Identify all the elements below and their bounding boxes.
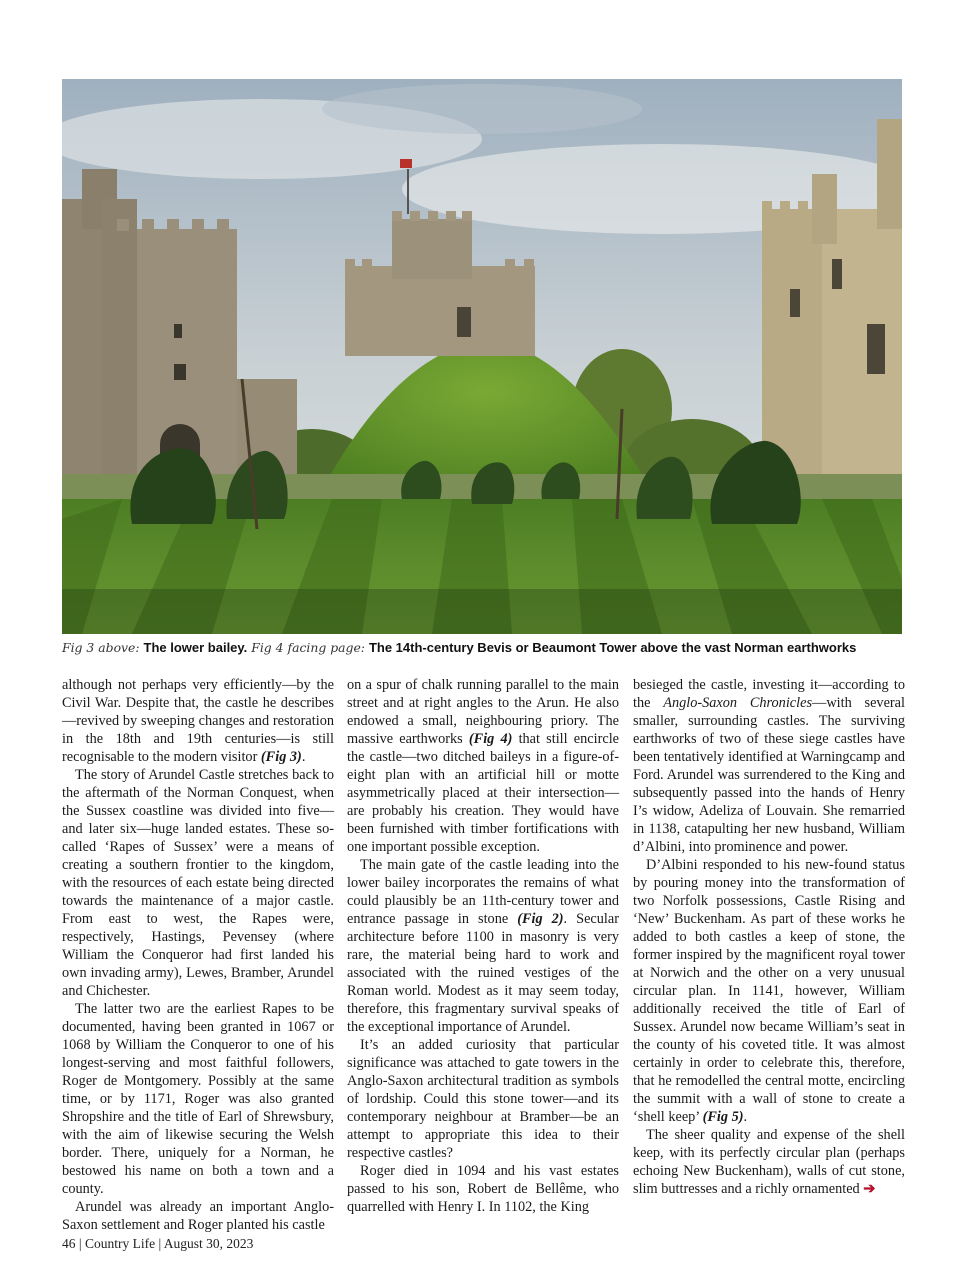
fig4-label: Fig 4 facing page: [251, 640, 365, 655]
text-run: that still encircle the castle—two ditched baileys in a figure-of-eight plan with an artificial hill or motte asymmetrically placed at their intersection—are probably his creation. They would have been furnished with timber fortifications with one important possible exception. [347, 731, 620, 855]
col2-paragraph-2 [347, 856, 619, 1036]
text-run: D’Albini responded to his new-found status by pouring money into the transformation of two Norfolk possessions, Castle Rising and ‘New’ Buckenham. As part of these works he added to both castles a keep of stone, the former inspired by the magnificent royal tower at Norwich and the other on a very unusual circular plan. In 1141, however, William additionally received the title of Earl of Sussex. Arundel now became William’s seat in the county of his coveted title. It was almost certainly in order to celebrate this, therefore, that he remodelled the central motte, encircling the summit with a wall of stone to create a ‘shell keep’ [633, 857, 905, 1125]
text-run: . Secular architecture before 1100 in masonry is very rare, the material being hard to work and associated with the ruined vestiges of the Roman world. Modest as it may seem today, therefore, this fragmentary survival speaks of the exceptional importance of Arundel. [347, 911, 619, 1035]
publication-name: Country Life [84, 1236, 156, 1251]
text-run: although not perhaps very efficiently—by the Civil War. Despite that, the castle he describes —revived by sweeping changes and restoration in the 18th and 19th centuries—is still recognisable to the modern visitor [62, 677, 334, 765]
column-2 [347, 676, 619, 1216]
chronicles-title: Anglo-Saxon Chronicles [663, 695, 813, 711]
footer-separator: | [155, 1236, 164, 1251]
figure-caption [62, 640, 922, 656]
lower-bailey-image [62, 79, 902, 634]
col2-paragraph-3: It’s an added curiosity that particular significance was attached to gate towers in the Anglo-Saxon architectural tradition as symbols of lordship. Could this stone tower—and its contemporary neighbour at Bramber—be an attempt to appropriate this idea to their respective castles? [347, 1037, 619, 1161]
col2-paragraph-4: Roger died in 1094 and his vast estates passed to his son, Robert de Bellême, who quarrelled with Henry I. In 1102, the King [347, 1163, 619, 1215]
continue-arrow-icon: ➔ [863, 1181, 876, 1197]
castle-photo [62, 79, 902, 634]
fig3-reference: (Fig 3) [260, 749, 302, 765]
text-run: on a spur of chalk running parallel to the main street and at right angles to the Arun. He also endowed a small, neighbouring priory. The massive earthworks [347, 677, 619, 747]
text-run: . [743, 1109, 748, 1125]
text-run: The main gate of the castle leading into the lower bailey incorporates the remains of what could plausibly be an 11th-century tower and entrance passage in stone [347, 857, 619, 927]
column-1 [62, 676, 334, 1234]
text-run: besieged the castle, investing it—according to the [633, 677, 905, 711]
col1-paragraph-3: The latter two are the earliest Rapes to be documented, having been granted in 1067 or 1068 by William the Conqueror to one of his longest-serving and most faithful followers, Roger de Montgomery. Possibly at the same time, or by 1171, Roger was also granted Shropshire and the title of Earl of Shrewsbury, with the aim of likewise securing the Welsh border. There, uniquely for a Norman, he bestowed his name on both a town and a county. [62, 1001, 334, 1197]
fig4-reference: (Fig 4) [468, 731, 513, 747]
fig3-title: The lower bailey. [143, 640, 248, 655]
fig5-reference: (Fig 5) [702, 1109, 744, 1125]
fig2-reference: (Fig 2) [517, 911, 564, 927]
col3-paragraph-1 [633, 676, 905, 856]
col3-paragraph-2 [633, 856, 905, 1126]
text-run: —with several smaller, surrounding castles. The surviving earthworks of two of these siege castles have been tentatively identified at Warningcamp and Ford. Arundel was surrendered to the King and subsequently passed into the hands of Henry I’s widow, Adeliza of Louvain. She remarried in 1138, catapulting her new husband, William d’Albini, into prominence and power. [633, 695, 905, 855]
fig3-label: Fig 3 above: [62, 640, 140, 655]
page-footer [62, 1236, 253, 1252]
col3-paragraph-3 [633, 1126, 905, 1198]
page-number: 46 [62, 1236, 76, 1251]
col1-paragraph-2: The story of Arundel Castle stretches back to the aftermath of the Norman Conquest, when the Sussex coastline was divided into five—and later six—huge landed estates. These so-called ‘Rapes of Sussex’ were a means of creating a southern frontier to the kingdom, with the resources of each estate being directed towards the maintenance of a major castle. From east to west, the Rapes were, respectively, Hastings, Pevensey (where William the Conqueror had first landed his own invading army), Lewes, Bramber, Arundel and Chichester. [62, 767, 334, 999]
text-run: The sheer quality and expense of the shell keep, with its perfectly circular plan (perhaps echoing New Buckenham), walls of cut stone, slim buttresses and a richly ornamented [633, 1127, 905, 1197]
fig4-title: The 14th-century Bevis or Beaumont Tower above the vast Norman earthworks [368, 640, 857, 655]
text-run: . [301, 749, 306, 765]
col1-paragraph-4: Arundel was already an important Anglo-Saxon settlement and Roger planted his castle [62, 1199, 334, 1233]
column-3 [633, 676, 905, 1198]
footer-separator: | [75, 1236, 85, 1251]
col2-paragraph-1 [347, 676, 619, 856]
issue-date: August 30, 2023 [163, 1236, 254, 1251]
col1-paragraph-1 [62, 676, 334, 766]
